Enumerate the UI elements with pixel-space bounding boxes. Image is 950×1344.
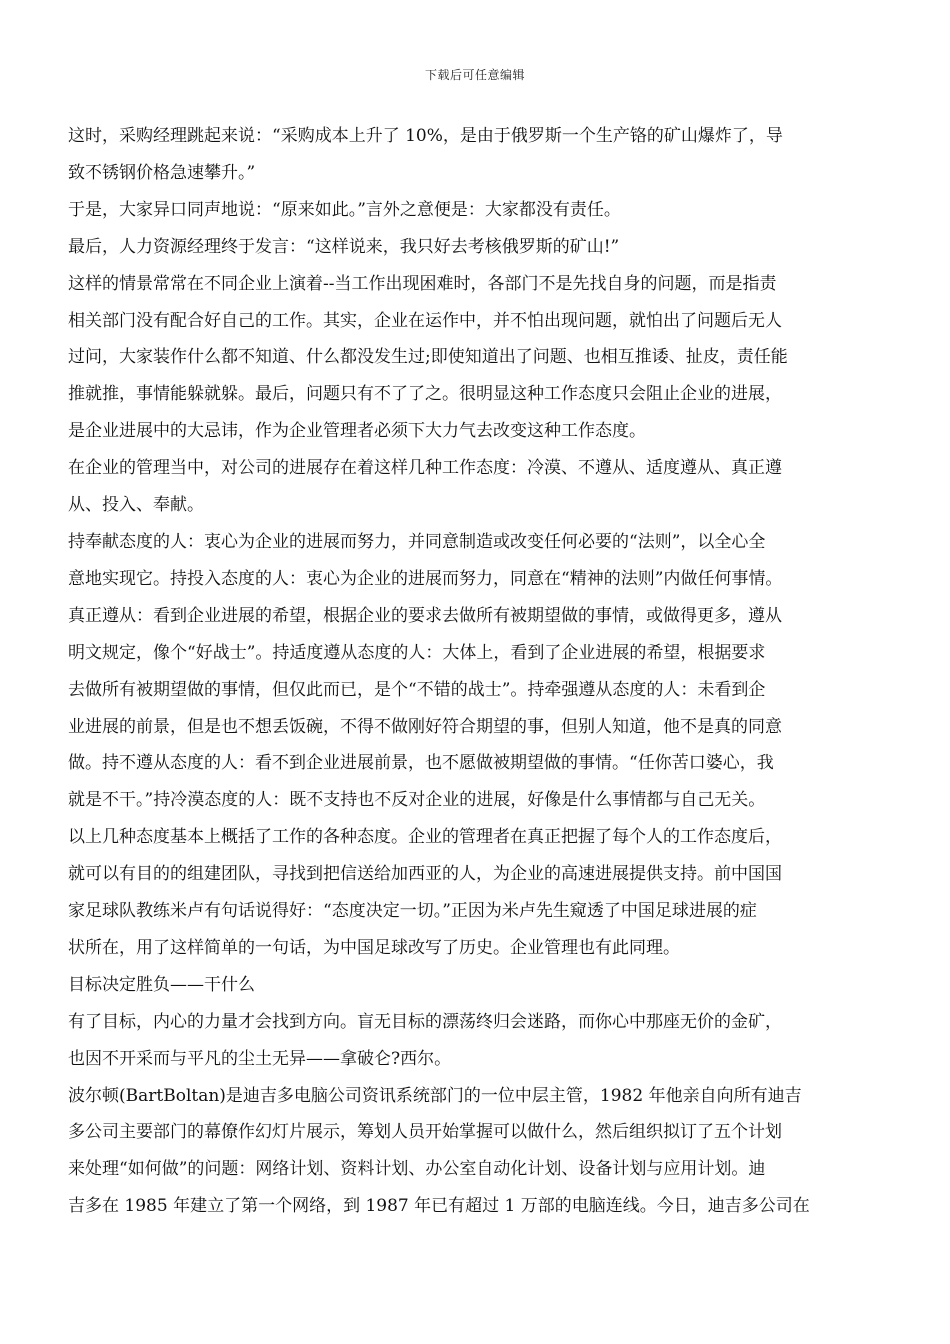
text-line: 相关部门没有配合好自己的工作。其实，企业在运作中，并不怕出现问题，就怕出了问题后无人 [68,310,782,331]
text-line: 最后，人力资源经理终于发言：“这样说来，我只好去考核俄罗斯的矿山!” [68,236,620,257]
text-line: 从、投入、奉献。 [68,495,204,516]
text-line: 有了目标，内心的力量才会找到方向。盲无目标的漂荡终归会迷路，而你心中那座无价的金矿， [68,1011,782,1032]
text-line: 以上几种态度基本上概括了工作的各种态度。企业的管理者在真正把握了每个人的工作态度后， [68,827,782,848]
text-line: 真正遵从：看到企业进展的希望，根据企业的要求去做所有被期望做的事情，或做得更多，遵从 [68,605,782,626]
text-line: 在企业的管理当中，对公司的进展存在着这样几种工作态度：冷漠、不遵从、适度遵从、真正遵 [68,458,782,479]
text-line: 去做所有被期望做的事情，但仅此而已，是个“不错的战士”。持牵强遵从态度的人：未看到企 [68,679,766,700]
text-line: 做。持不遵从态度的人：看不到企业进展前景，也不愿做被期望做的事情。“任你苦口婆心，我 [68,753,774,774]
section-heading: 目标决定胜负——干什么 [68,974,255,995]
text-line: 来处理“如何做”的问题：网络计划、资料计划、办公室自动化计划、设备计划与应用计划。迪 [68,1159,766,1180]
page-header: 下载后可任意编辑 [424,68,525,82]
text-line: 也因不开采而与平凡的尘土无异——拿破仑?西尔。 [68,1048,452,1069]
text-line: 于是，大家异口同声地说：“原来如此。”言外之意便是：大家都没有责任。 [68,199,621,220]
text-line: 致不锈钢价格急速攀升。” [68,162,256,183]
text-line: 推就推，事情能躲就躲。最后，问题只有不了了之。很明显这种工作态度只会阻止企业的进展， [68,384,782,405]
text-line: 明文规定，像个“好战士”。持适度遵从态度的人：大体上，看到了企业进展的希望，根据要求 [68,642,766,663]
text-line: 波尔顿(BartBoltan)是迪吉多电脑公司资讯系统部门的一位中层主管，1982 年他亲自向所有迪吉 [68,1085,802,1106]
text-line: 多公司主要部门的幕僚作幻灯片展示，筹划人员开始掌握可以做什么，然后组织拟订了五个计划 [68,1122,782,1143]
text-line: 业进展的前景，但是也不想丢饭碗，不得不做刚好符合期望的事，但别人知道，他不是真的同意 [68,716,782,737]
text-line: 持奉献态度的人：衷心为企业的进展而努力，并同意制造或改变任何必要的“法则”，以全心全 [68,531,766,552]
text-line: 就是不干。”持冷漠态度的人：既不支持也不反对企业的进展，好像是什么事情都与自己无关。 [68,790,766,811]
text-line: 家足球队教练米卢有句话说得好：“态度决定一切。”正因为米卢先生窥透了中国足球进展的症 [68,901,757,922]
document-body [68,118,890,1225]
text-line: 是企业进展中的大忌讳，作为企业管理者必须下大力气去改变这种工作态度。 [68,421,646,442]
text-line: 吉多在 1985 年建立了第一个网络，到 1987 年已有超过 1 万部的电脑连线。今日，迪吉多公司在 [68,1196,810,1217]
text-line: 过问，大家装作什么都不知道、什么都没发生过;即使知道出了问题、也相互推诿、扯皮，责任能 [68,347,788,368]
text-line: 这样的情景常常在不同企业上演着--当工作出现困难时，各部门不是先找自身的问题，而是指责 [68,273,777,294]
text-line: 状所在，用了这样简单的一句话，为中国足球改写了历史。企业管理也有此同理。 [68,937,680,958]
text-line: 这时，采购经理跳起来说：“采购成本上升了 10%，是由于俄罗斯一个生产铬的矿山爆炸了，导 [68,126,783,146]
text-line: 意地实现它。持投入态度的人：衷心为企业的进展而努力，同意在“精神的法则”内做任何事情。 [68,568,783,589]
text-line: 就可以有目的的组建团队，寻找到把信送给加西亚的人，为企业的高速进展提供支持。前中国国 [68,864,782,885]
